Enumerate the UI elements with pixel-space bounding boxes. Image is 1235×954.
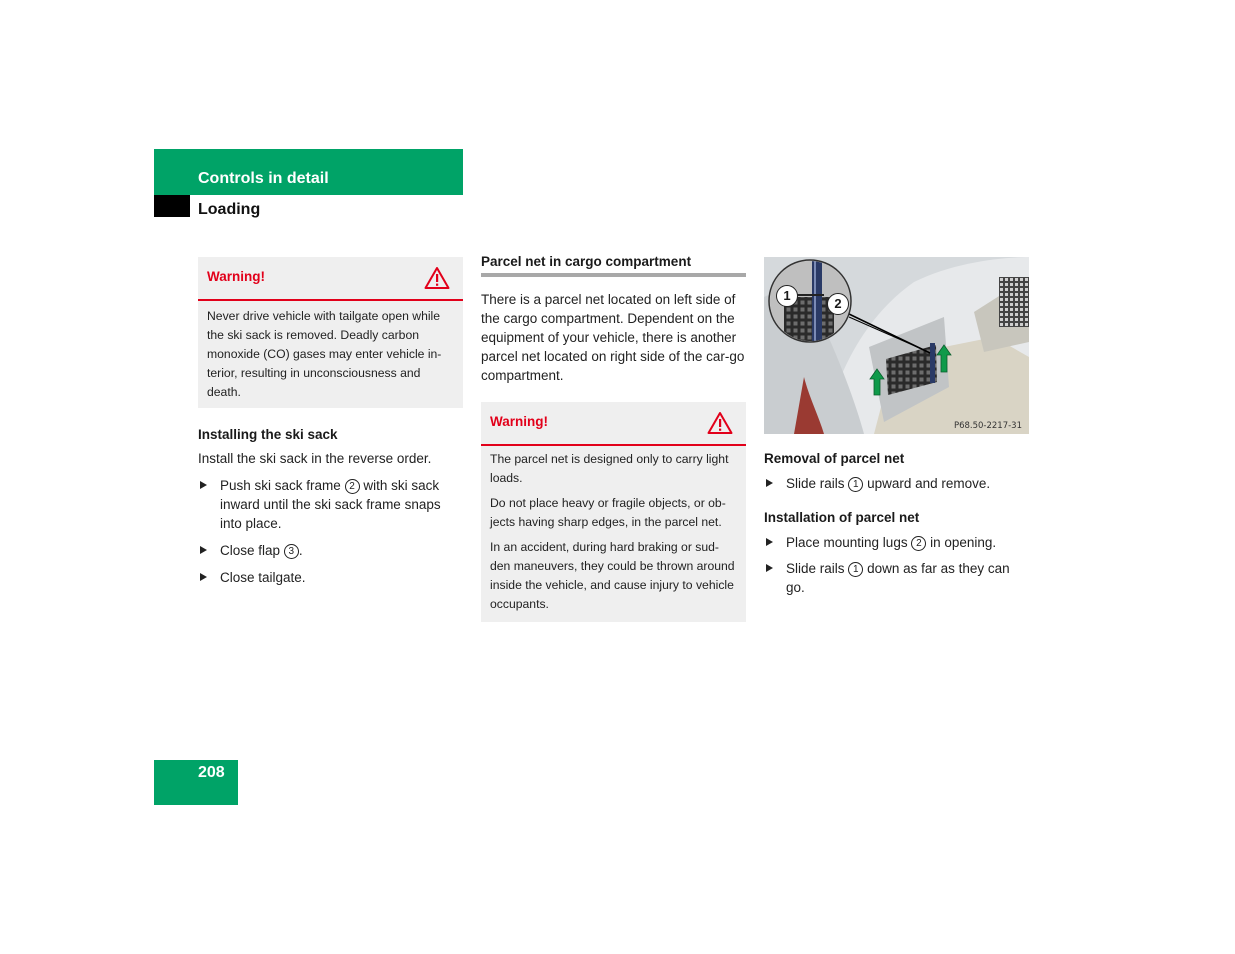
figure-callout-1: 1 (776, 285, 798, 307)
warning-box-tailgate (198, 257, 463, 408)
page-number: 208 (198, 764, 225, 781)
step-push-frame (198, 476, 463, 533)
warning-label: Warning! (490, 414, 548, 429)
install-ski-sack-heading: Installing the ski sack (198, 427, 338, 442)
callout-number: 3 (284, 544, 299, 559)
step-text: down as far as they can go. (786, 561, 1010, 595)
warning-text: Never drive vehicle with tailgate open while the ski sack is removed. Deadly carbon monoxide (CO) gases may enter vehicle in-terior, resulting in unconsciousness and death. (207, 309, 442, 399)
callout-number: 1 (848, 477, 863, 492)
warning-header (198, 257, 463, 301)
install-ski-sack-intro: Install the ski sack in the reverse order. (198, 451, 432, 466)
warning-box-parcel-net (481, 402, 746, 622)
warning-triangle-icon (707, 411, 733, 435)
warning-paragraph: Do not place heavy or fragile objects, or ob-jects having sharp edges, in the parcel net. (490, 496, 726, 529)
callout-number: 1 (848, 562, 863, 577)
subsection-marker (154, 195, 190, 217)
step-removal (764, 474, 1029, 493)
step-close-flap (198, 541, 463, 560)
warning-header (481, 402, 746, 446)
warning-paragraph: The parcel net is designed only to carry light loads. (490, 452, 729, 485)
step-text: Slide rails (786, 561, 845, 576)
callout-leader-line (797, 294, 824, 296)
parcel-net-heading: Parcel net in cargo compartment (481, 254, 692, 269)
page-number-tab (154, 760, 238, 805)
step-text: Close flap (220, 543, 281, 558)
step-text: Push ski sack frame (220, 478, 341, 493)
parcel-net-intro: There is a parcel net located on left side of the cargo compartment. Dependent on the equipment of your vehicle, there is another parcel net located on right side of the car-go compartment. (481, 292, 745, 383)
warning-label: Warning! (207, 269, 265, 284)
figure-code: P68.50-2217-31 (953, 421, 1022, 431)
cargo-compartment-figure (764, 257, 1029, 434)
warning-triangle-icon (424, 266, 450, 290)
step-slide-rails-down (764, 559, 1029, 597)
step-text: in opening. (930, 535, 997, 550)
step-text: . (298, 543, 303, 558)
step-text: Slide rails (786, 476, 845, 491)
step-close-tailgate (198, 568, 463, 587)
step-text: upward and remove. (867, 476, 991, 491)
subsection-title: Loading (198, 201, 261, 218)
callout-number: 2 (911, 536, 926, 551)
right-column-text (764, 451, 1029, 597)
heading-rule (481, 273, 746, 277)
figure-callout-2: 2 (827, 293, 849, 315)
callout-number: 2 (345, 479, 360, 494)
middle-column (481, 254, 746, 622)
cargo-illustration (764, 257, 1029, 434)
left-column (198, 257, 463, 587)
step-text: with ski sack inward until the ski sack frame snaps into place. (220, 478, 441, 531)
installation-heading: Installation of parcel net (764, 510, 920, 525)
warning-paragraph: In an accident, during hard braking or sud-den maneuvers, they could be thrown around inside the vehicle, and cause injury to vehicle occupants. (490, 540, 735, 611)
removal-heading: Removal of parcel net (764, 451, 905, 466)
step-text: Place mounting lugs (786, 535, 908, 550)
section-title: Controls in detail (198, 170, 329, 187)
step-place-lugs (764, 533, 1029, 552)
step-text: Close tailgate. (220, 570, 306, 585)
